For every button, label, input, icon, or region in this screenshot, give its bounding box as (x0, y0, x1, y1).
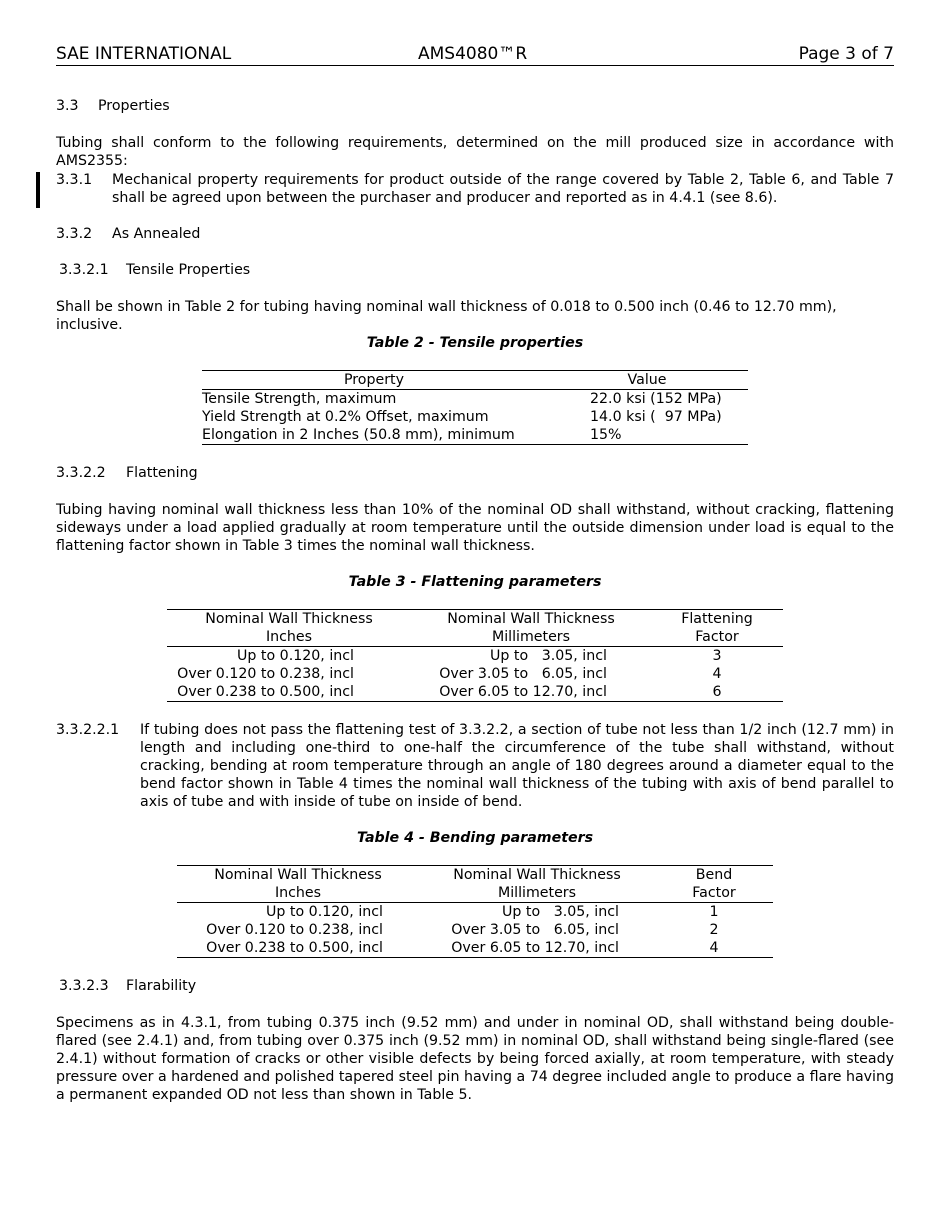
table-row (167, 647, 783, 666)
header-line-2: Millimeters (497, 885, 577, 901)
section-number: 3.3.2.3 (59, 978, 109, 994)
header-org: SAE INTERNATIONAL (56, 44, 232, 64)
properties-intro: Tubing shall conform to the following requirements, determined on the mill produced size in accordance with AMS2355: (56, 135, 894, 169)
table-cell: 14.0 ksi ( 97 MPa) (590, 409, 722, 425)
table-row (177, 921, 773, 939)
section-title: Tensile Properties (126, 262, 251, 278)
header-line-1: Nominal Wall Thickness (205, 611, 373, 627)
table-header-cell (411, 610, 651, 647)
table-header-cell (655, 866, 773, 903)
tensile-text: Shall be shown in Table 2 for tubing having nominal wall thickness of 0.018 to 0.500 inch (0.46 to 12.70 mm), inclusive. (56, 299, 837, 333)
flattening-text: Tubing having nominal wall thickness less than 10% of the nominal OD shall withstand, without cracking, flattening sideways under a load applied gradually at room temperature until the outside dimension under load is equal to the flattening factor shown in Table 3 times the nominal wall thickness. (56, 502, 894, 554)
section-number: 3.3 (56, 98, 79, 114)
table-cell: Over 3.05 to 6.05, incl (439, 666, 607, 682)
section-title: Properties (98, 98, 170, 114)
table-cell: Over 6.05 to 12.70, incl (451, 940, 619, 956)
table-header-cell (419, 866, 655, 903)
table-header-cell (651, 610, 783, 647)
table-4-caption: Table 4 - Bending parameters (356, 830, 594, 846)
table-header-row (177, 866, 773, 903)
section-text: If tubing does not pass the flattening test of 3.3.2.2, a section of tube not less than 1/2 inch (12.7 mm) in length and including one-third to one-half the circumference of the tube shall withstand, without cracking, bending at room temperature through an angle of 180 degrees around a diameter equal to the bend factor shown in Table 4 times the nominal wall thickness of the tubing with axis of bend parallel to axis of tube and with inside of tube on inside of bend. (140, 722, 894, 810)
table-cell: Over 0.238 to 0.500, incl (177, 684, 354, 700)
header-line-2: Factor (692, 885, 736, 901)
table-header-cell (177, 866, 419, 903)
section-title: Flarability (126, 978, 197, 994)
section-text: Mechanical property requirements for product outside of the range covered by Table 2, Table 6, and Table 7 shall be agreed upon between the purchaser and producer and reported as in 4.4.1 (see 8.6). (112, 172, 894, 206)
section-number: 3.3.2.1 (59, 262, 109, 278)
header-line-1: Nominal Wall Thickness (214, 867, 382, 883)
header-line-2: Factor (695, 629, 739, 645)
section-3-3-1 (56, 171, 894, 207)
header-line-2: Millimeters (491, 629, 571, 645)
section-number: 3.3.2.2.1 (56, 722, 120, 738)
table-cell: 4 (712, 666, 722, 682)
table-header-cell: Value (546, 371, 748, 390)
table-cell: 22.0 ksi (152 MPa) (590, 391, 722, 407)
table-cell: Over 3.05 to 6.05, incl (451, 922, 619, 938)
section-title: Flattening (126, 465, 198, 481)
table-cell: Up to 0.120, incl (237, 648, 354, 664)
table-2 (202, 370, 748, 445)
table-row (167, 683, 783, 702)
table-row (202, 426, 748, 445)
header-line-2: Inches (274, 885, 322, 901)
table-cell: 6 (712, 684, 722, 700)
table-cell: Up to 3.05, incl (490, 648, 607, 664)
table-cell: Up to 0.120, incl (266, 904, 383, 920)
table-4 (177, 865, 773, 958)
section-number: 3.3.2 (56, 226, 93, 242)
table-row (177, 939, 773, 958)
table-header-row (202, 371, 748, 390)
table-cell: Yield Strength at 0.2% Offset, maximum (202, 409, 489, 425)
section-number: 3.3.1 (56, 172, 93, 188)
flarability-text: Specimens as in 4.3.1, from tubing 0.375 inch (9.52 mm) and under in nominal OD, shall withstand being double-flared (see 2.4.1) and, from tubing over 0.375 inch (9.52 mm) in nominal OD, shall withstand being single-flared (see 2.4.1) without formation of cracks or other visible defects by being forced axially, at room temperature, with steady pressure over a hardened and polished tapered steel pin having a 74 degree included angle to produce a flare having a permanent expanded OD not less than shown in Table 5. (56, 1015, 894, 1103)
header-line-1: Nominal Wall Thickness (447, 611, 615, 627)
section-number: 3.3.2.2 (56, 465, 106, 481)
section-3-3-2-2-1 (56, 721, 894, 811)
page-header (56, 44, 894, 66)
table-cell: 15% (590, 427, 622, 443)
table-cell: 1 (709, 904, 719, 920)
table-cell: 3 (712, 648, 722, 664)
table-row (202, 390, 748, 409)
table-header-cell (167, 610, 411, 647)
header-line-1: Flattening (681, 611, 753, 627)
table-cell: Over 0.238 to 0.500, incl (206, 940, 383, 956)
table-cell: Over 0.120 to 0.238, incl (206, 922, 383, 938)
table-cell: 4 (709, 940, 719, 956)
header-line-1: Nominal Wall Thickness (453, 867, 621, 883)
table-3-caption: Table 3 - Flattening parameters (348, 574, 602, 590)
table-header-cell: Property (202, 371, 546, 390)
header-page-number: Page 3 of 7 (798, 44, 894, 64)
table-2-caption: Table 2 - Tensile properties (366, 335, 584, 351)
table-row (177, 903, 773, 922)
header-line-2: Inches (265, 629, 313, 645)
table-cell: Over 0.120 to 0.238, incl (177, 666, 354, 682)
table-3 (167, 609, 783, 702)
table-cell: Up to 3.05, incl (502, 904, 619, 920)
table-cell: Over 6.05 to 12.70, incl (439, 684, 607, 700)
change-bar (36, 172, 40, 208)
table-cell: Tensile Strength, maximum (202, 391, 397, 407)
table-row (167, 665, 783, 683)
table-row (202, 408, 748, 426)
header-doc-number: AMS4080™R (418, 44, 528, 64)
table-header-row (167, 610, 783, 647)
header-line-1: Bend (695, 867, 733, 883)
table-cell: Elongation in 2 Inches (50.8 mm), minimum (202, 427, 515, 443)
section-title: As Annealed (112, 226, 201, 242)
table-cell: 2 (709, 922, 719, 938)
